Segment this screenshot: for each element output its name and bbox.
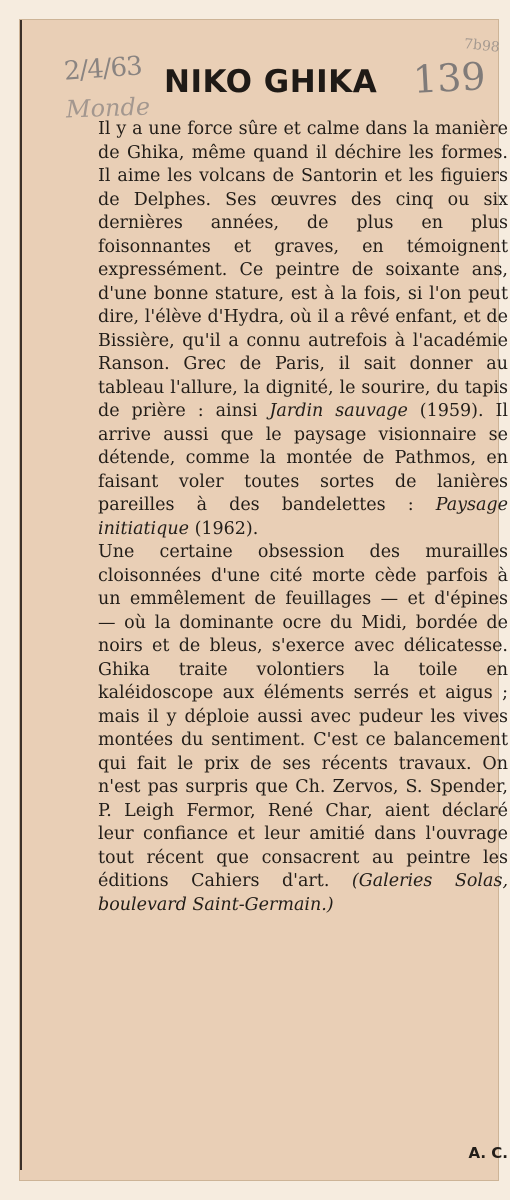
pencil-corner-annotation: 7b98 (463, 36, 501, 56)
article-text-span: Une certaine obsession des murailles cloisonnées d'une cité morte cède parfois à un emmêlement de feuillages — et d'épines — où la dominante ocre du Midi, bordée de noirs et de bleus, s'exerce avec délicatesse. Ghika traite volontiers la toile en kaléidoscope aux éléments serrés et aigus ; mais il y déploie aussi avec pudeur les vives montées du sentiment. C'est ce balancement qui fait le prix de ses récents travaux. On n'est pas surpris que Ch. Zervos, S. Spender, P. Leigh Fermor, René Char, aient déclaré leur confiance et leur amitié dans l'ouvrage tout récent que consacrent au peintre les éditions Cahiers d'art. (98, 542, 508, 891)
article-headline: NIKO GHIKA (164, 64, 378, 100)
artwork-title: Paysage initiatique (98, 495, 508, 539)
article-text-span: Il y a une force sûre et calme dans la manière de Ghika, même quand il déchire les formes. Il aime les volcans de Santorin et les figuiers de Delphes. Ses œuvres des cinq ou six dernières années, de plus en plus foisonnantes et graves, en témoignent expressément. Ce peintre de soixante ans, d'une bonne stature, est à la fois, si l'on peut dire, l'élève d'Hydra, où il a rêvé enfant, et de Bissière, qu'il a connu autrefois à l'académie Ranson. Grec de Paris, il sait donner au tableau l'allure, la dignité, le sourire, du tapis de prière : ainsi (98, 119, 508, 421)
article-paragraph-1 (98, 118, 508, 541)
newspaper-clipping (20, 20, 509, 1180)
article-body (98, 118, 509, 1162)
pencil-page-number: 139 (411, 54, 487, 102)
article-text-span: (1959). Il arrive aussi que le paysage visionnaire se détende, comme la montée de Pathmos, en faisant voler toutes sortes de lanières pareilles à des bandelettes : (98, 401, 509, 515)
pencil-date-annotation: 2/4/63 (63, 51, 143, 87)
gallery-reference: (Galeries Solas, boulevard Saint-Germain.) (98, 871, 509, 915)
author-initials: A. C. (468, 1144, 508, 1162)
article-paragraph-2 (98, 541, 508, 917)
article-text-span: (1962). (189, 518, 259, 539)
artwork-title: Jardin sauvage (269, 401, 408, 421)
pencil-publication-annotation: Monde (65, 92, 151, 124)
column-rule (20, 20, 22, 1170)
